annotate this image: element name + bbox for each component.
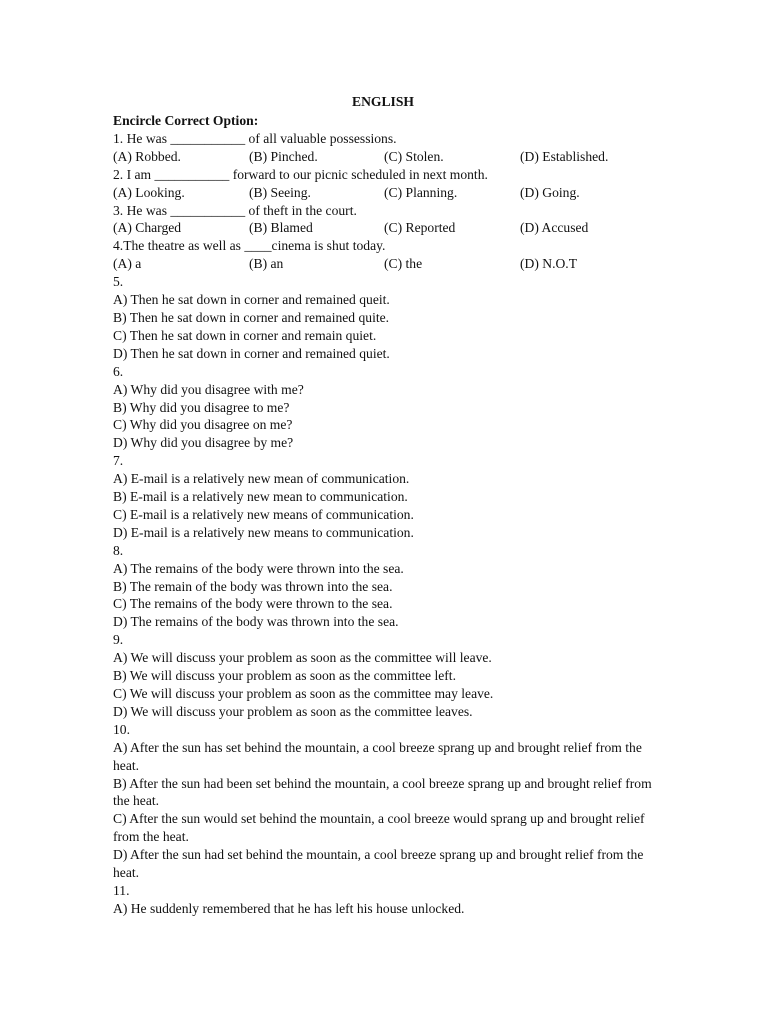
question-9-number: 9. [113,632,124,648]
q10-option-c[interactable]: C) After the sun would set behind the mountain, a cool breeze would sprang up and brought relief from the heat. [113,811,645,845]
q2-option-d[interactable]: (D) Going. [520,184,580,200]
q7-option-a[interactable]: A) E-mail is a relatively new mean of communication. [113,471,410,487]
q6-option-c[interactable]: C) Why did you disagree on me? [113,417,293,433]
q1-option-d[interactable]: (D) Established. [520,148,609,164]
question-10-number: 10. [113,721,130,737]
question-5-number: 5. [113,274,124,290]
q6-option-d[interactable]: D) Why did you disagree by me? [113,435,294,451]
q1-option-c[interactable]: (C) Stolen. [384,148,444,164]
q4-option-d[interactable]: (D) N.O.T [520,256,578,272]
q10-option-d[interactable]: D) After the sun had set behind the mountain, a cool breeze sprang up and brought relief from the heat. [113,847,644,881]
q11-option-a[interactable]: A) He suddenly remembered that he has left his house unlocked. [113,900,465,916]
q9-option-b[interactable]: B) We will discuss your problem as soon as the committee left. [113,668,456,684]
q7-option-c[interactable]: C) E-mail is a relatively new means of communication. [113,506,414,522]
q3-option-d[interactable]: (D) Accused [520,220,589,236]
question-11-number: 11. [113,882,130,898]
q9-option-a[interactable]: A) We will discuss your problem as soon as the committee will leave. [113,650,492,666]
q4-option-b[interactable]: (B) an [249,256,284,272]
q8-option-d[interactable]: D) The remains of the body was thrown into the sea. [113,614,399,630]
question-7-number: 7. [113,453,124,469]
page-title: ENGLISH [352,94,414,109]
q9-option-c[interactable]: C) We will discuss your problem as soon as the committee may leave. [113,686,494,701]
q7-option-d[interactable]: D) E-mail is a relatively new means to communication. [113,524,414,540]
q1-option-b[interactable]: (B) Pinched. [249,148,318,164]
q5-option-b[interactable]: B) Then he sat down in corner and remained quite. [113,309,390,325]
question-3-options [113,219,673,237]
question-2-stem: 2. I am ___________ forward to our picnic scheduled in next month. [113,166,488,182]
question-2-options [113,184,673,202]
q4-option-a[interactable]: (A) a [113,256,142,272]
q2-option-a[interactable]: (A) Looking. [113,184,185,200]
q3-option-b[interactable]: (B) Blamed [249,220,313,236]
q6-option-a[interactable]: A) Why did you disagree with me? [113,381,304,397]
question-6-number: 6. [113,363,124,379]
question-4-stem: 4.The theatre as well as ____cinema is shut today. [113,238,386,254]
q8-option-b[interactable]: B) The remain of the body was thrown into the sea. [113,578,393,594]
q1-option-a[interactable]: (A) Robbed. [113,148,181,164]
question-3-stem: 3. He was ___________ of theft in the court. [113,202,357,218]
document-page [113,92,673,918]
instruction: Encircle Correct Option: [113,113,259,128]
q7-option-b[interactable]: B) E-mail is a relatively new mean to communication. [113,489,408,505]
q5-option-a[interactable]: A) Then he sat down in corner and remained queit. [113,292,390,308]
q10-option-a[interactable]: A) After the sun has set behind the mountain, a cool breeze sprang up and brought relief from the heat. [113,739,642,773]
q2-option-b[interactable]: (B) Seeing. [249,184,311,200]
q5-option-c[interactable]: C) Then he sat down in corner and remain quiet. [113,327,377,343]
q6-option-b[interactable]: B) Why did you disagree to me? [113,399,290,415]
q5-option-d[interactable]: D) Then he sat down in corner and remained quiet. [113,345,390,361]
q2-option-c[interactable]: (C) Planning. [384,184,458,200]
question-8-number: 8. [113,542,124,558]
q3-option-a[interactable]: (A) Charged [113,220,182,236]
question-1-stem: 1. He was ___________ of all valuable possessions. [113,130,397,146]
question-1-options [113,148,673,166]
q10-option-b[interactable]: B) After the sun had been set behind the mountain, a cool breeze sprang up and brought relief from the heat. [113,775,652,809]
q8-option-c[interactable]: C) The remains of the body were thrown to the sea. [113,596,393,612]
q8-option-a[interactable]: A) The remains of the body were thrown into the sea. [113,560,404,576]
question-4-options [113,255,673,273]
q4-option-c[interactable]: (C) the [384,256,423,272]
q9-option-d[interactable]: D) We will discuss your problem as soon as the committee leaves. [113,703,473,719]
q3-option-c[interactable]: (C) Reported [384,220,456,236]
